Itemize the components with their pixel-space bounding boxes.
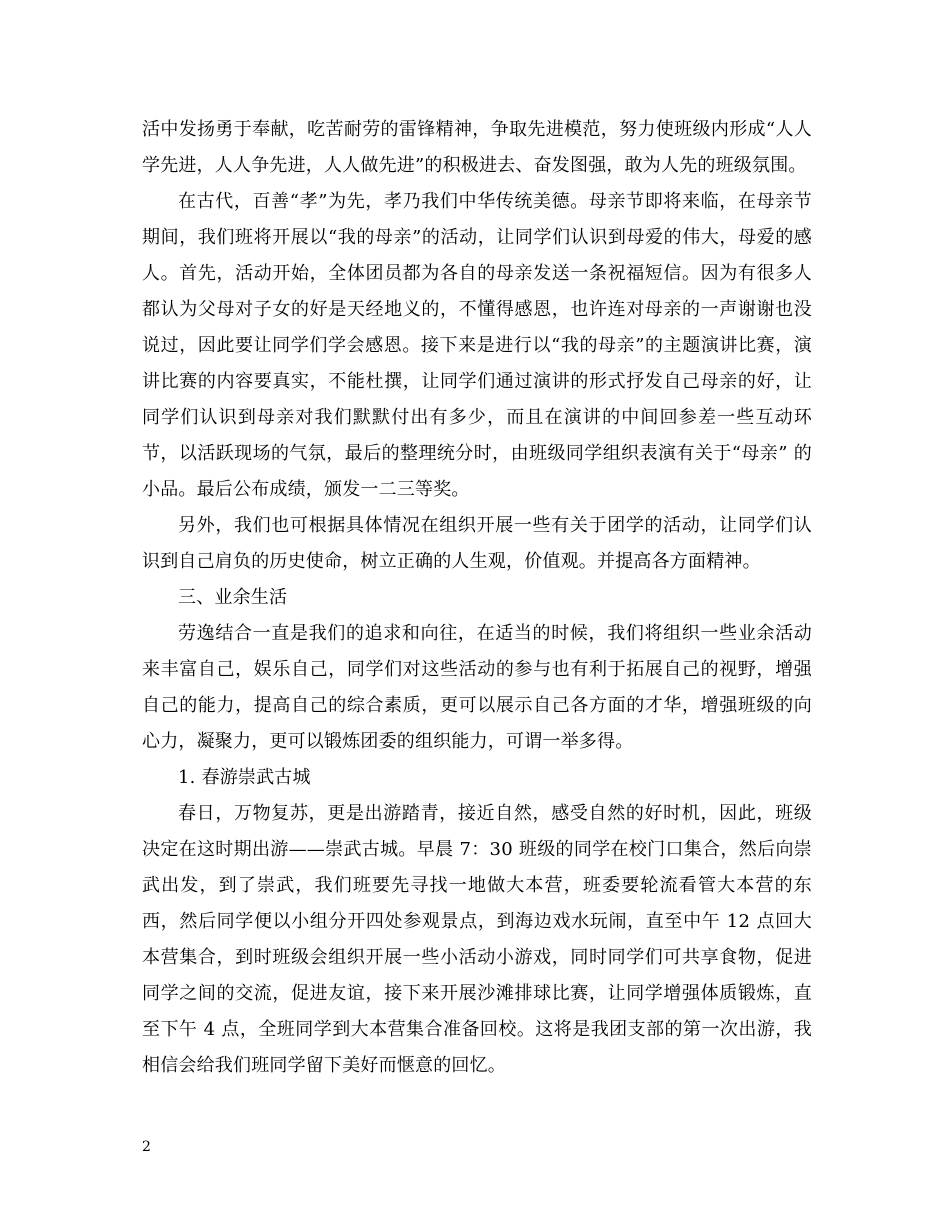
paragraph-spring-outing: 春日，万物复苏，更是出游踏青，接近自然，感受自然的好时机，因此，班级决定在这时期出游——崇武古城。早晨 7：30 班级的同学在校门口集合，然后向崇武出发，到了崇武，我们班要先寻找一地做大本营，班委要轮流看管大本营的东西，然后同学便以小组分开四处参观景点，到海边戏水玩闹，直至中午 12 点回大本营集合，到时班级会组织开展一些小活动小游戏，同时同学们可共享食物，促进同学之间的交流，促进友谊，接下来开展沙滩排球比赛，让同学增强体质锻炼，直至下午 4 点，全班同学到大本营集合准备回校。这将是我团支部的第一次出游，我相信会给我们班同学留下美好而惬意的回忆。 — [142, 803, 812, 1076]
subheading-spring-outing: 1. 春游崇武古城 — [178, 767, 311, 788]
page-number: 2 — [142, 1139, 151, 1155]
paragraph-other-activities: 另外，我们也可根据具体情况在组织开展一些有关于团学的活动，让同学们认识到自己肩负的历史使命，树立正确的人生观，价值观。并提高各方面精神。 — [142, 515, 812, 572]
document-body — [142, 112, 812, 1084]
paragraph-leisure-intro: 劳逸结合一直是我们的追求和向往，在适当的时候，我们将组织一些业余活动来丰富自己，娱乐自己，同学们对这些活动的参与也有利于拓展自己的视野，增强自己的能力，提高自己的综合素质，更可以展示自己各方面的才华，增强班级的向心力，凝聚力，更可以锻炼团委的组织能力，可谓一举多得。 — [142, 623, 812, 752]
paragraph-mothers-day: 在古代，百善“孝”为先，孝乃我们中华传统美德。母亲节即将来临，在母亲节期间，我们班将开展以“我的母亲”的活动，让同学们认识到母爱的伟大，母爱的感人。首先，活动开始，全体团员都为各自的母亲发送一条祝福短信。因为有很多人都认为父母对子女的好是天经地义的，不懂得感恩，也许连对母亲的一声谢谢也没说过，因此要让同学们学会感恩。接下来是进行以“我的母亲”的主题演讲比赛，演讲比赛的内容要真实，不能杜撰，让同学们通过演讲的形式抒发自己母亲的好，让同学们认识到母亲对我们默默付出有多少，而且在演讲的中间回参差一些互动环节，以活跃现场的气氛，最后的整理统分时，由班级同学组织表演有关于“母亲” 的小品。最后公布成绩，颁发一二三等奖。 — [142, 191, 812, 500]
section-heading-leisure: 三、业余生活 — [178, 587, 288, 608]
paragraph-continuation: 活中发扬勇于奉献，吃苦耐劳的雷锋精神，争取先进模范，努力使班级内形成“人人学先进，人人争先进，人人做先进”的积极进去、奋发图强，敢为人先的班级氛围。 — [142, 119, 812, 176]
